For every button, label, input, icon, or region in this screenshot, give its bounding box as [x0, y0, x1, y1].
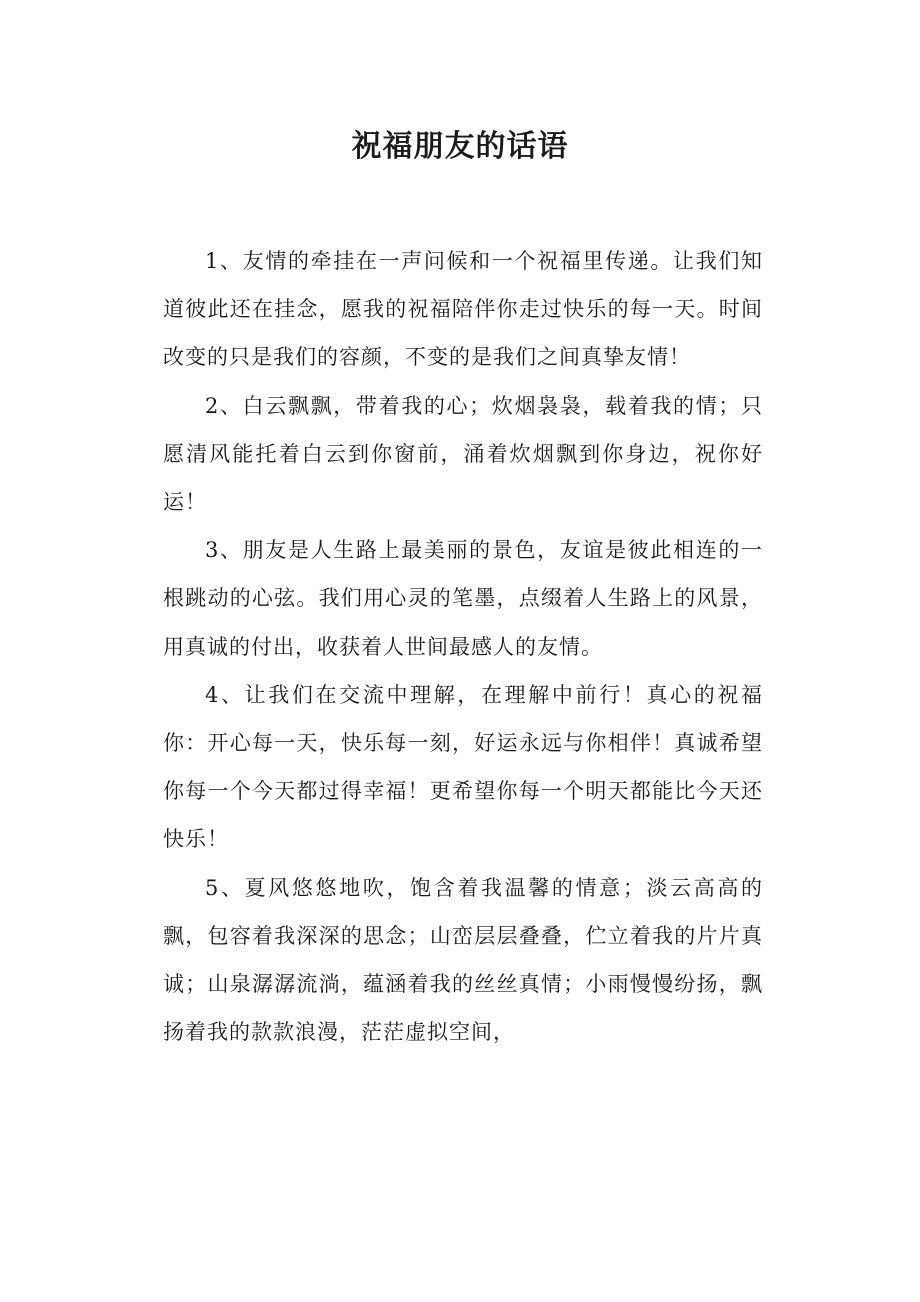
paragraph-3: 3、朋友是人生路上最美丽的景色，友谊是彼此相连的一根跳动的心弦。我们用心灵的笔墨，点缀着人生路上的风景，用真诚的付出，收获着人世间最感人的友情。	[163, 538, 763, 659]
paragraph-1: 1、友情的牵挂在一声问候和一个祝福里传递。让我们知道彼此还在挂念，愿我的祝福陪伴你走过快乐的每一天。时间改变的只是我们的容颜，不变的是我们之间真挚友情！	[163, 249, 763, 370]
document-body	[163, 237, 763, 1056]
paragraph-4: 4、让我们在交流中理解，在理解中前行！真心的祝福你：开心每一天，快乐每一刻，好运永远与你相伴！真诚希望你每一个今天都过得幸福！更希望你每一个明天都能比今天还快乐！	[163, 682, 763, 852]
document-title: 祝福朋友的话语	[351, 129, 569, 164]
paragraph-5: 5、夏风悠悠地吹，饱含着我温馨的情意；淡云高高的飘，包容着我深深的思念；山峦层层叠叠，伫立着我的片片真诚；山泉潺潺流淌，蕴涵着我的丝丝真情；小雨慢慢纷扬，飘扬着我的款款浪漫，茫茫虚拟空间，	[163, 875, 763, 1045]
paragraph-2: 2、白云飘飘，带着我的心；炊烟袅袅，载着我的情；只愿清风能托着白云到你窗前，涌着炊烟飘到你身边，祝你好运！	[163, 393, 763, 515]
